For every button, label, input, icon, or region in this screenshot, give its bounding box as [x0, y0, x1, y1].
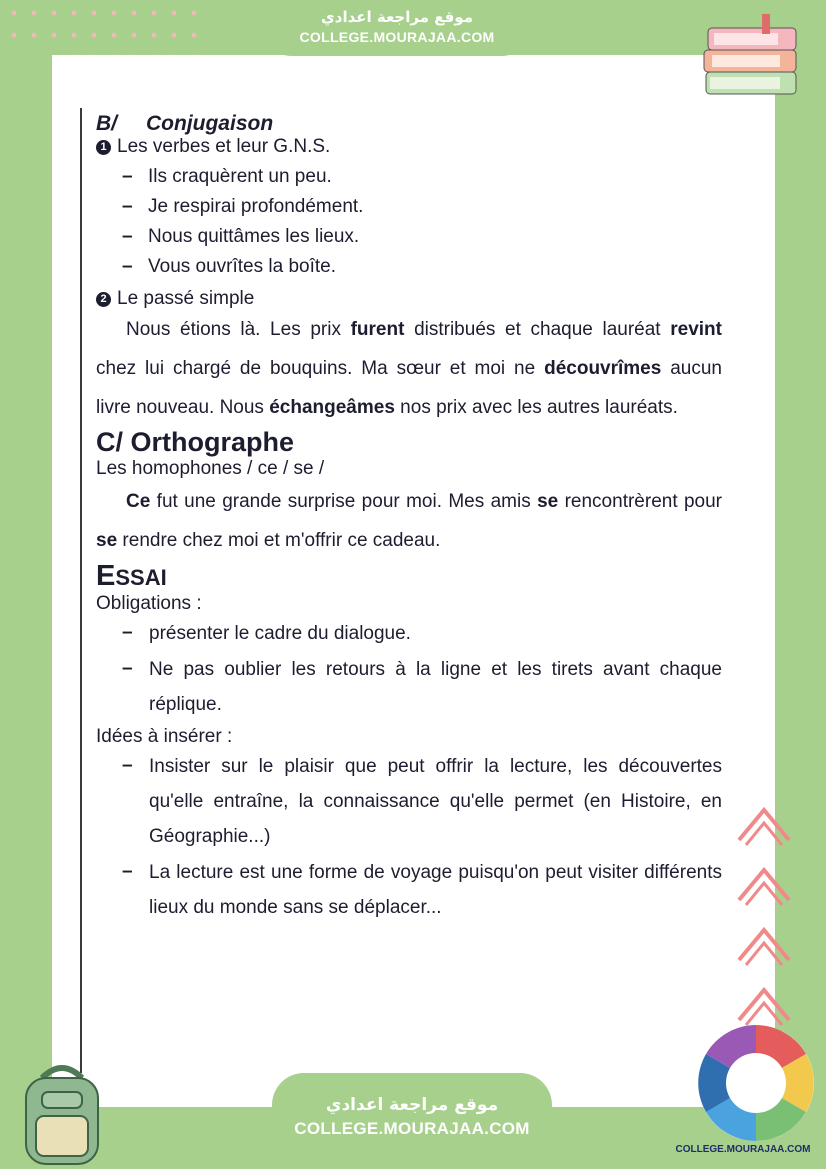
passage-text: rencontrèrent pour [558, 491, 723, 512]
list-item [122, 861, 722, 925]
dash-bullet: – [122, 658, 133, 679]
decorative-dots [0, 0, 200, 55]
verb-sentence: Vous ouvrîtes la boîte. [148, 256, 337, 277]
list-item [122, 622, 722, 651]
header-site-arabic: موقع مراجعة اعدادي [321, 8, 473, 26]
verb-sentence: Ils craquèrent un peu. [148, 166, 332, 187]
chevron-up-icon [734, 855, 794, 915]
homophones-subtitle: Les homophones / ce / se / [96, 458, 325, 479]
passage-text: fut une grande surprise pour moi. Mes amis [150, 491, 538, 512]
bold-verb: se [537, 491, 559, 512]
section-b-heading [96, 112, 722, 136]
chevron-up-icon [734, 795, 794, 855]
essai-title-initial: E [96, 560, 116, 592]
dash-bullet: – [122, 861, 133, 882]
document-content [96, 112, 722, 925]
logo-caption: COLLEGE.MOURAJAA.COM [675, 1144, 811, 1155]
backpack-icon [12, 1058, 112, 1166]
verb-sentence: Nous quittâmes les lieux. [148, 226, 360, 247]
item-2 [96, 288, 722, 310]
idees-list [96, 755, 722, 925]
passage-text: rendre chez moi et m'offrir ce cadeau. [117, 530, 441, 551]
essai-heading [96, 560, 722, 593]
list-item [122, 226, 722, 248]
bold-verb: échangeâmes [269, 397, 395, 418]
dash-bullet: – [122, 755, 133, 776]
item-2-title: Le passé simple [117, 288, 255, 309]
passage-text: nos prix avec les autres lauréats. [394, 397, 678, 418]
passage-text: chez lui chargé de bouquins. Ma sœur et moi ne [96, 358, 545, 379]
dash-bullet: – [122, 622, 133, 643]
chevron-up-icon [734, 915, 794, 975]
header-banner [262, 0, 532, 56]
bold-verb: revint [670, 319, 722, 340]
dash-bullet: – [122, 166, 133, 187]
books-icon [700, 10, 805, 100]
bold-verb: se [96, 530, 118, 551]
dash-bullet: – [122, 256, 133, 277]
orthographe-passage [96, 482, 722, 560]
item-1-number: 1 [96, 140, 111, 155]
bold-verb: Ce [126, 491, 151, 512]
passe-simple-passage [96, 310, 722, 427]
obligations-list [96, 622, 722, 722]
section-b-label: B/ [96, 112, 117, 135]
list-item [122, 755, 722, 854]
footer-banner [272, 1073, 552, 1169]
idees-label: Idées à insérer : [96, 726, 233, 747]
item-1 [96, 136, 722, 158]
list-item [122, 196, 722, 218]
school-logo-icon [695, 1022, 817, 1144]
idee-text: La lecture est une forme de voyage puisqu'on peut visiter différents lieux du monde sans se déplacer... [149, 862, 722, 918]
item-1-title: Les verbes et leur G.N.S. [117, 136, 331, 157]
essai-title-rest: SSAI [115, 565, 167, 590]
obligation-text: Ne pas oublier les retours à la ligne et les tirets avant chaque réplique. [149, 659, 722, 715]
margin-line [80, 108, 82, 1073]
footer-site-arabic: موقع مراجعة اعدادي [325, 1095, 499, 1115]
bold-verb: découvrîmes [544, 358, 662, 379]
section-b-title: Conjugaison [146, 112, 274, 135]
passage-text: distribués et chaque lauréat [404, 319, 671, 340]
footer-site-latin[interactable]: COLLEGE.MOURAJAA.COM [294, 1119, 530, 1138]
list-item [122, 256, 722, 278]
obligations-label: Obligations : [96, 593, 202, 614]
obligation-text: présenter le cadre du dialogue. [149, 623, 411, 644]
verbs-list [96, 166, 722, 278]
dash-bullet: – [122, 226, 133, 247]
passage-text: Nous étions là. Les prix [126, 319, 351, 340]
header-site-latin[interactable]: COLLEGE.MOURAJAA.COM [299, 29, 495, 45]
item-2-number: 2 [96, 292, 111, 307]
verb-sentence: Je respirai profondément. [148, 196, 364, 217]
dash-bullet: – [122, 196, 133, 217]
passage-text: aucun livre nouveau. Nous [96, 358, 722, 418]
bold-verb: furent [350, 319, 405, 340]
section-c-heading: C/ Orthographe [96, 427, 295, 457]
list-item [122, 166, 722, 188]
list-item [122, 658, 722, 722]
idee-text: Insister sur le plaisir que peut offrir la lecture, les découvertes qu'elle entraîne, la connaissance qu'elle permet (en Histoire, en Géographie...) [149, 756, 722, 847]
